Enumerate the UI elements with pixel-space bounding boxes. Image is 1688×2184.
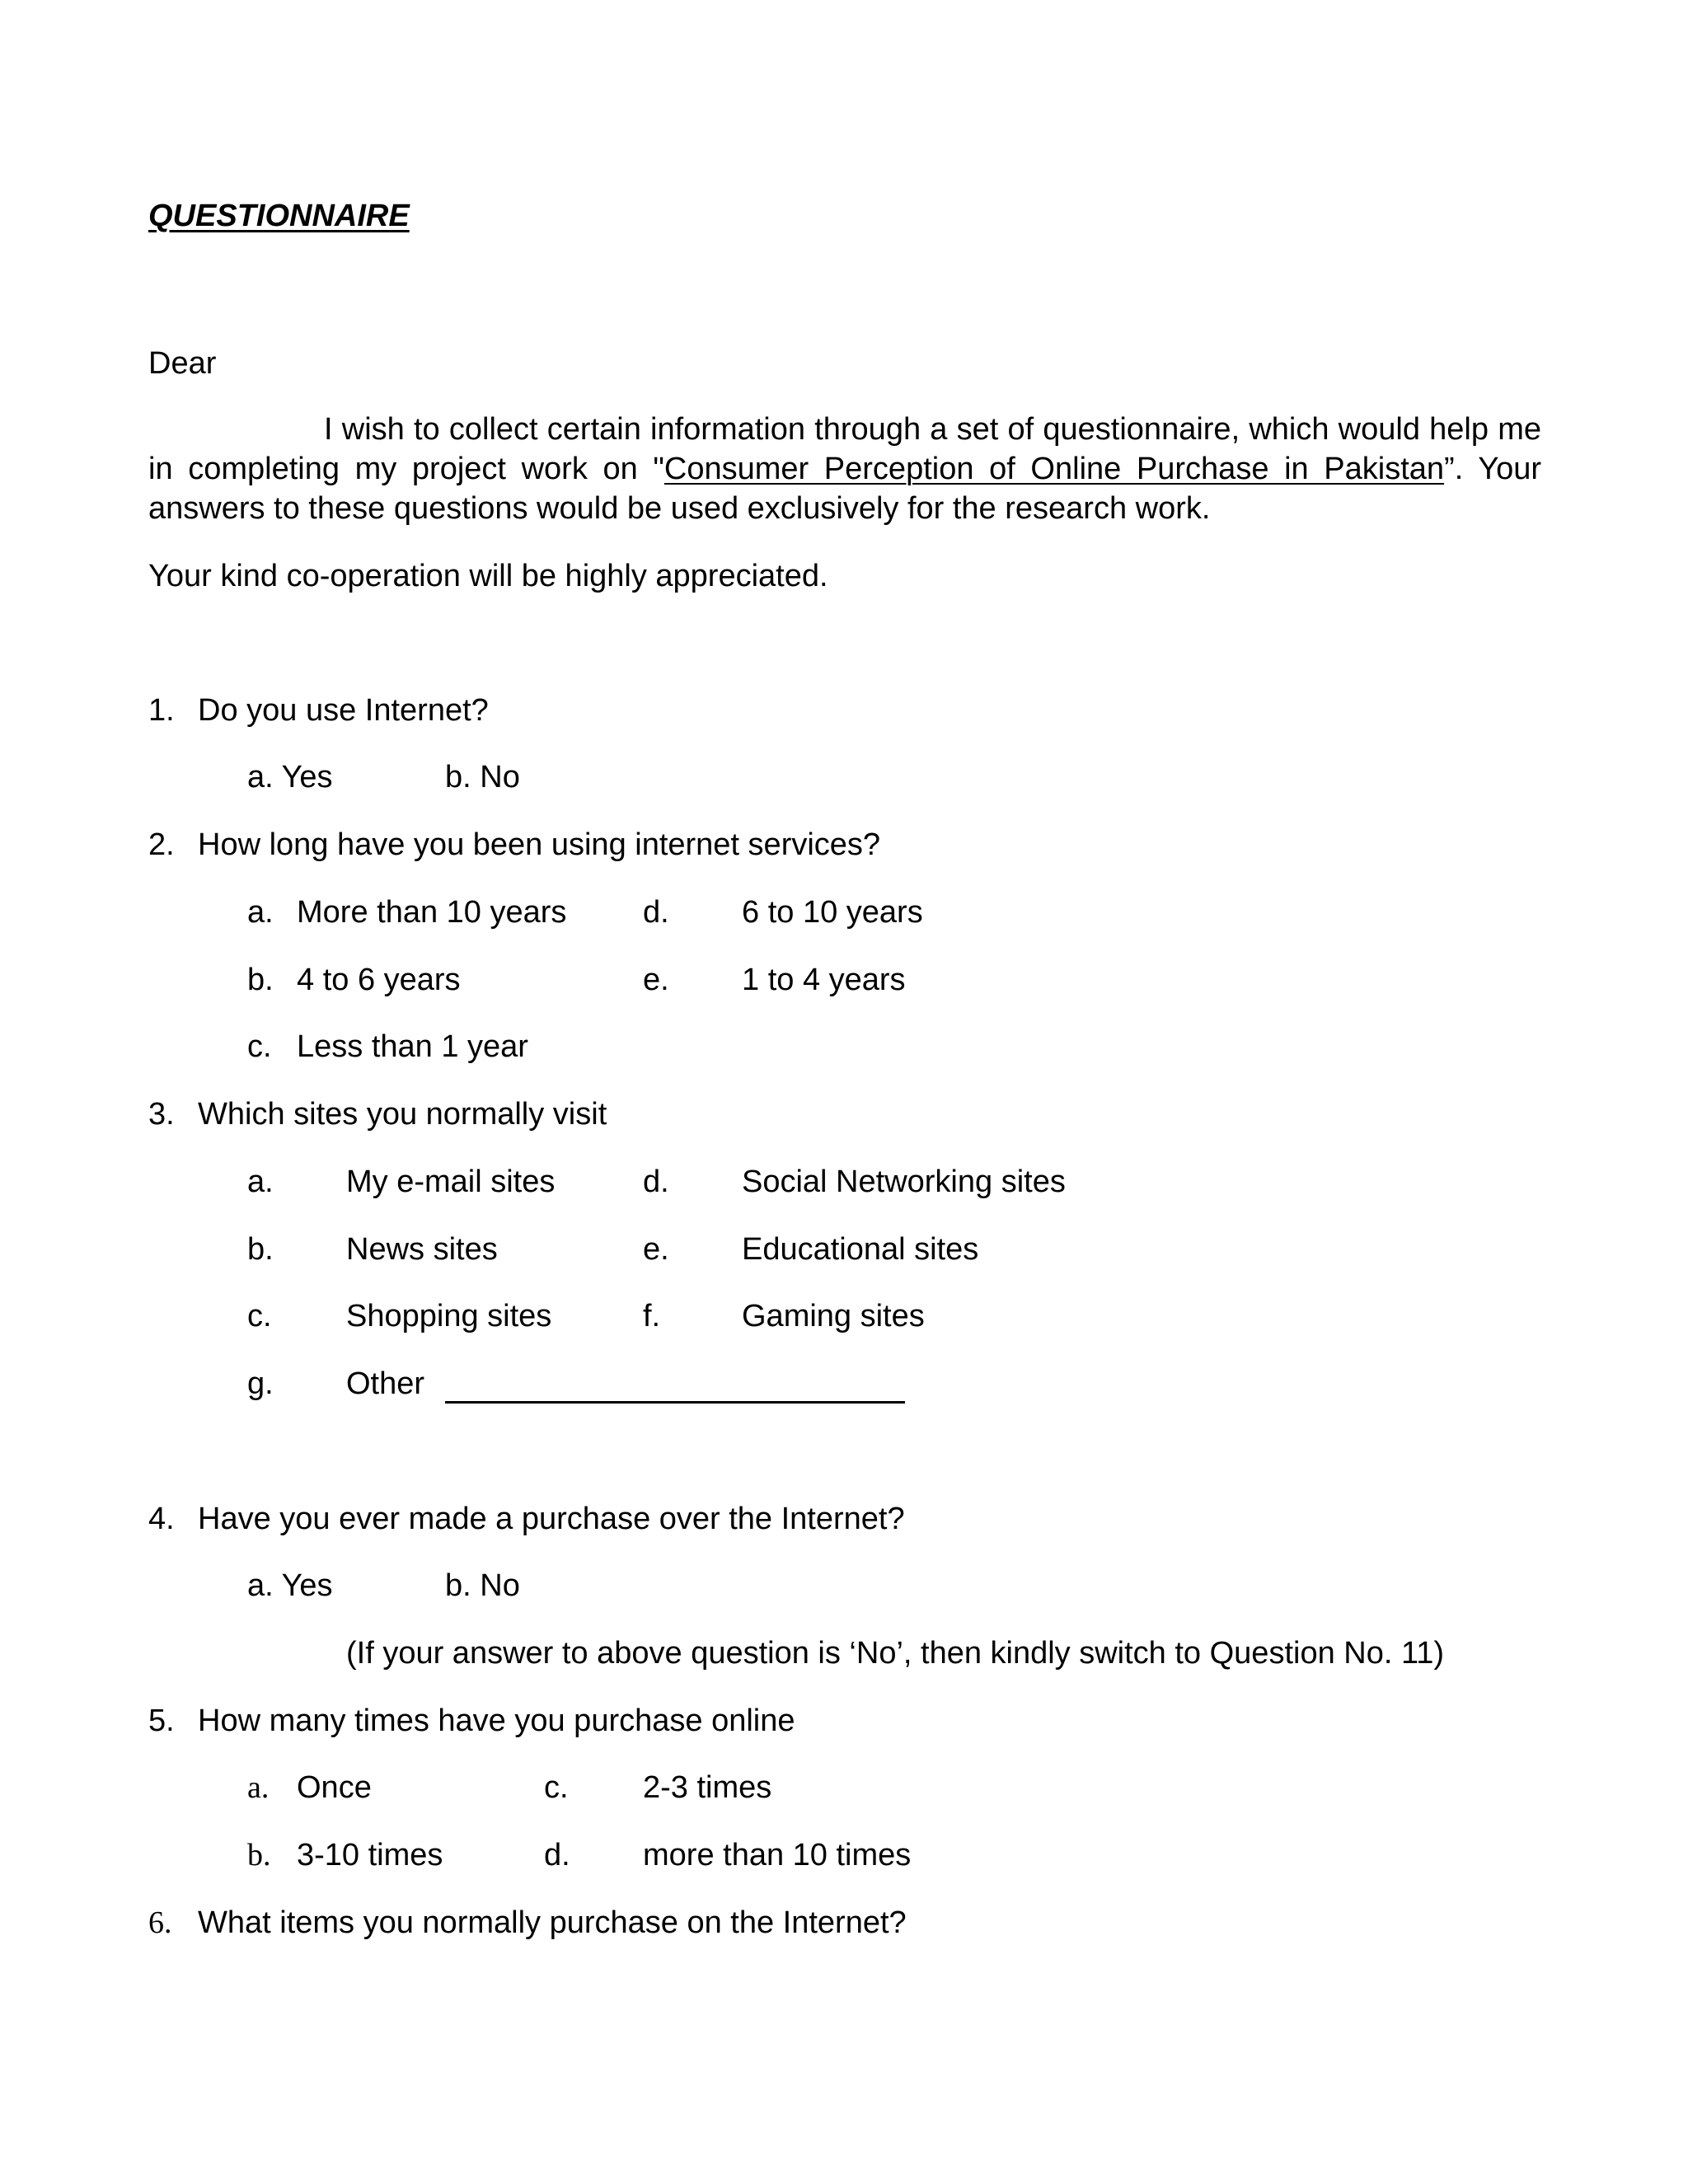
option-letter: c.	[247, 1029, 272, 1064]
option-label[interactable]: My e-mail sites	[346, 1165, 556, 1199]
greeting: Dear	[148, 346, 217, 381]
option-letter: f.	[643, 1299, 661, 1333]
question-text: What items you normally purchase on the Internet?	[198, 1905, 907, 1940]
question-number: 4.	[148, 1502, 175, 1536]
other-blank-line[interactable]	[445, 1401, 905, 1404]
option-letter: g.	[247, 1366, 274, 1401]
option-letter: e.	[643, 963, 669, 997]
option-label[interactable]: News sites	[346, 1232, 498, 1267]
option-label[interactable]: Once	[297, 1770, 372, 1805]
option-no[interactable]: b. No	[445, 1568, 520, 1603]
option-label[interactable]: 6 to 10 years	[742, 895, 923, 930]
option-label[interactable]: 2-3 times	[643, 1770, 772, 1805]
option-yes[interactable]: a. Yes	[247, 760, 333, 794]
option-letter: a.	[247, 1165, 274, 1199]
option-label[interactable]: Social Networking sites	[742, 1165, 1066, 1199]
option-letter: b.	[247, 1838, 271, 1872]
option-letter: a.	[247, 1770, 270, 1805]
option-letter: b.	[247, 963, 274, 997]
intro-text-after: ”. Your answers to these questions would be used exclusively for the research work.	[148, 452, 1541, 526]
option-label[interactable]: Shopping sites	[346, 1299, 552, 1333]
question-number: 5.	[148, 1704, 175, 1738]
question-text: Have you ever made a purchase over the Internet?	[198, 1502, 905, 1536]
skip-note: (If your answer to above question is ‘No’, then kindly switch to Question No. 11)	[346, 1636, 1445, 1671]
option-no[interactable]: b. No	[445, 760, 520, 794]
intro-text-before: I wish to collect certain information through a set of questionnaire, which would help me in completing my project work on "	[148, 412, 1541, 486]
question-number: 1.	[148, 693, 175, 728]
question-number: 2.	[148, 827, 175, 862]
question-text: How many times have you purchase online	[198, 1704, 795, 1738]
question-number: 6.	[148, 1905, 172, 1940]
option-letter: a.	[247, 895, 274, 930]
option-label[interactable]: Gaming sites	[742, 1299, 925, 1333]
option-label[interactable]: 4 to 6 years	[297, 963, 461, 997]
question-text: Which sites you normally visit	[198, 1097, 607, 1132]
option-label[interactable]: More than 10 years	[297, 895, 567, 930]
option-letter: b.	[247, 1232, 274, 1267]
option-label[interactable]: more than 10 times	[643, 1838, 912, 1872]
intro-paragraph	[148, 410, 1541, 528]
option-letter: d.	[643, 1165, 669, 1199]
option-letter: d.	[544, 1838, 570, 1872]
option-letter: c.	[544, 1770, 569, 1805]
option-label[interactable]: Educational sites	[742, 1232, 979, 1267]
option-letter: c.	[247, 1299, 272, 1333]
option-yes[interactable]: a. Yes	[247, 1568, 333, 1603]
option-letter: e.	[643, 1232, 669, 1267]
option-label[interactable]: 1 to 4 years	[742, 963, 906, 997]
page-title: QUESTIONNAIRE	[148, 199, 410, 233]
option-label[interactable]: Other	[346, 1366, 425, 1401]
option-label[interactable]: 3-10 times	[297, 1838, 443, 1872]
question-number: 3.	[148, 1097, 175, 1132]
question-text: How long have you been using internet services?	[198, 827, 881, 862]
question-text: Do you use Internet?	[198, 693, 489, 728]
project-title: Consumer Perception of Online Purchase in Pakistan	[663, 452, 1445, 486]
option-label[interactable]: Less than 1 year	[297, 1029, 528, 1064]
option-letter: d.	[643, 895, 669, 930]
thanks-line: Your kind co-operation will be highly appreciated.	[148, 559, 828, 593]
